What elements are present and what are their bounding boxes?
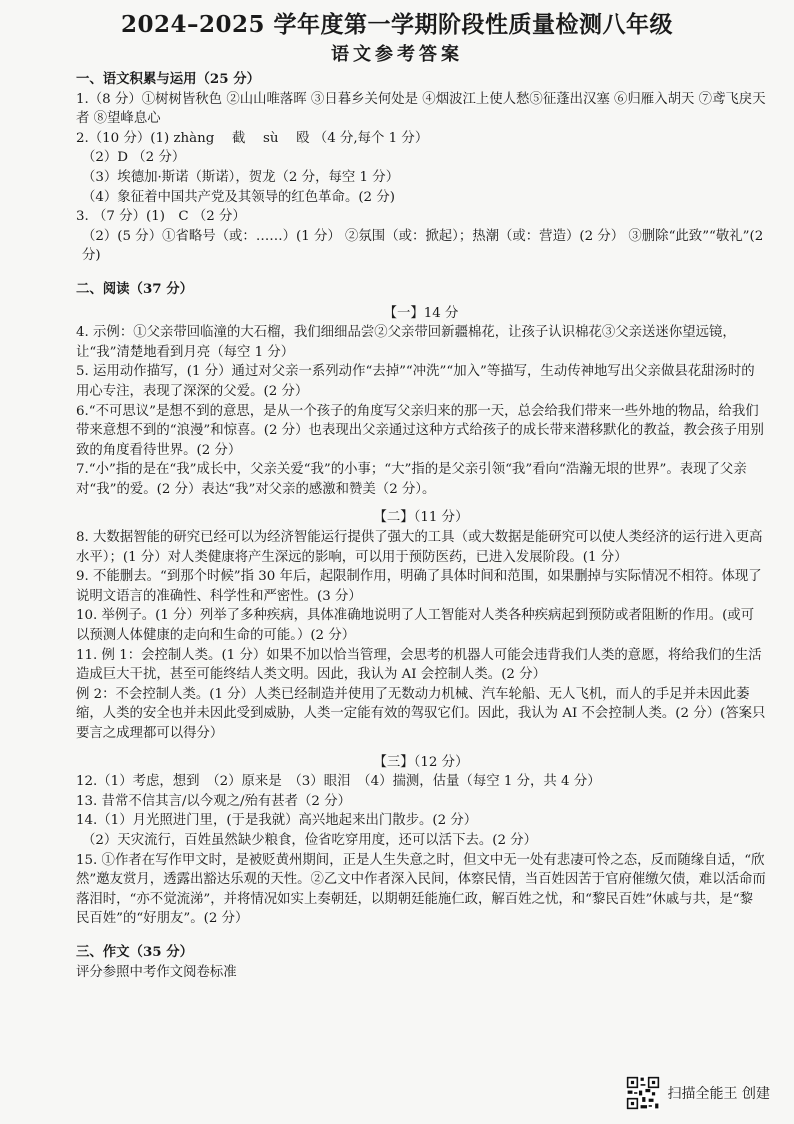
answer-q10: 10. 举例子。(1 分）列举了多种疾病，具体准确地说明了人工智能对人类各种疾病起到预防或者阻断的作用。(或可以预测人体健康的走向和生命的可能。）(2 分） [76, 608, 755, 644]
answer-q9: 9. 不能删去。“到那个时候”指 30 年后，起限制作用，明确了具体时间和范围，如果删掉与实际情况不相符。体现了说明文语言的准确性、科学性和严密性。(3 分） [76, 569, 762, 604]
answer-q7: 7.“小”指的是在“我”成长中，父亲关爱“我”的小事；“大”指的是父亲引领“我”看向“浩瀚无垠的世界”。表现了父亲对“我”的爱。(2 分）表达“我”对父亲的感激和赞美（2 分）。 [76, 462, 747, 497]
answer-q14-1: 14.（1）月光照进门里，(于是我就）高兴地起来出门散步。(2 分） [76, 813, 478, 829]
answer-q8: 8. 大数据智能的研究已经可以为经济智能运行提供了强大的工具（或大数据是能研究可以使人类经济的运行进入更高水平）；(1 分）对人类健康将产生深远的影响，可以用于预防医药，已进入发展阶段。(1 分） [76, 530, 763, 565]
part-2-label: 【二】（11 分） [373, 510, 469, 526]
answer-q6: 6.“不可思议”是想不到的意思，是从一个孩子的角度写父亲归来的那一天，总会给我们带来一些外地的物品，给我们带来意想不到的“浪漫”和惊喜。(2 分）也表现出父亲通过这种方式给孩子的成长带来潜移默化的教益，教会孩子用别致的角度看待世界。(2 分） [76, 403, 764, 458]
answer-q13: 13. 昔常不信其言/以今观之/殆有甚者（2 分） [76, 793, 351, 809]
answer-q2-3: （3）埃德加·斯诺（斯诺），贺龙（2 分，每空 1 分） [82, 169, 400, 185]
answer-q3-2: （2）(5 分）①省略号（或：……）(1 分） ②氛围（或：掀起）；热潮（或：营造）(2 分） ③删除“此致”“敬礼”(2 分) [82, 228, 764, 264]
answer-q1: 1.（8 分）①树树皆秋色 ②山山唯落晖 ③日暮乡关何处是 ④烟波江上使人愁⑤征蓬出汉塞 ⑥归雁入胡天 ⑦鸢飞戾天者 ⑧望峰息心 [76, 91, 766, 127]
answer-q11-example-1: 11. 例 1：会控制人类。(1 分）如果不加以恰当管理，会思考的机器人可能会违背我们人类的意愿，将给我们的生活造成巨大干扰，甚至可能终结人类文明。因此，我认为 AI 会控制人类。(2 分） [76, 647, 762, 683]
answer-q14-2: （2）天灾流行，百姓虽然缺少粮食，俭省吃穿用度，还可以活下去。(2 分） [82, 832, 538, 848]
answer-q2-2: （2）D （2 分） [82, 150, 186, 166]
section-1-heading: 一、语文积累与运用（25 分） [76, 71, 260, 87]
part-3-label: 【三】（12 分） [373, 754, 469, 770]
answer-q12: 12.（1）考虑，想到 （2）原来是 （3）眼泪 （4）揣测，估量（每空 1 分，共 4 分） [76, 774, 601, 790]
essay-grading-note: 评分参照中考作文阅卷标准 [76, 964, 237, 980]
document-subtitle: 语文参考答案 [331, 44, 463, 65]
scanner-watermark [626, 1076, 770, 1110]
qr-code-icon [626, 1076, 660, 1110]
answer-q4: 4. 示例：①父亲带回临潼的大石榴，我们细细品尝②父亲带回新疆棉花，让孩子认识棉花③父亲送迷你望远镜，让“我”清楚地看到月亮（每空 1 分） [76, 325, 736, 360]
section-2-heading: 二、阅读（37 分） [76, 280, 194, 297]
answer-content [76, 70, 766, 982]
answer-q5: 5. 运用动作描写，(1 分）通过对父亲一系列动作“去掉”“冲洗”“加入”等描写，生动传神地写出父亲做县花甜汤时的用心专注，表现了深深的父爱。(2 分） [76, 364, 755, 399]
document-title: 2024–2025 学年度第一学期阶段性质量检测八年级 [120, 11, 674, 38]
scanner-brand-label: 扫描全能王 创建 [667, 1086, 770, 1102]
answer-q15: 15. ①作者在写作甲文时，是被贬黄州期间，正是人生失意之时，但文中无一处有悲凄可怜之态，反而随缘自适，“欣然”邀友赏月，透露出豁达乐观的天性。②乙文中作者深入民间，体察民情，当百姓因苦于官府催缴欠债，难以活命而落泪时，“亦不觉流涕”，并将情况如实上奏朝廷，以期朝廷能施仁政，解百姓之忧，和“黎民百姓”休戚与共，是“黎民百姓”的“好朋友”。(2 分） [76, 852, 766, 927]
answer-q2-1: 2.（10 分）(1) zhàng 截 sù 殴 （4 分,每个 1 分） [76, 130, 429, 146]
answer-q3-1: 3. （7 分）(1) C （2 分） [76, 209, 246, 225]
section-3-heading: 三、作文（35 分） [76, 943, 194, 960]
answer-q2-4: （4）象征着中国共产党及其领导的红色革命。(2 分) [82, 189, 395, 205]
part-1-label: 【一】14 分 [383, 305, 459, 321]
answer-q11-example-2: 例 2：不会控制人类。(1 分）人类已经制造并使用了无数动力机械、汽车轮船、无人飞机，而人的手足并未因此萎缩，人类的安全也并未因此受到威胁，人类一定能有效的驾驭它们。因此，我认为 AI 不会控制人类。(2 分）(答案只要言之成理都可以得分） [76, 686, 766, 741]
